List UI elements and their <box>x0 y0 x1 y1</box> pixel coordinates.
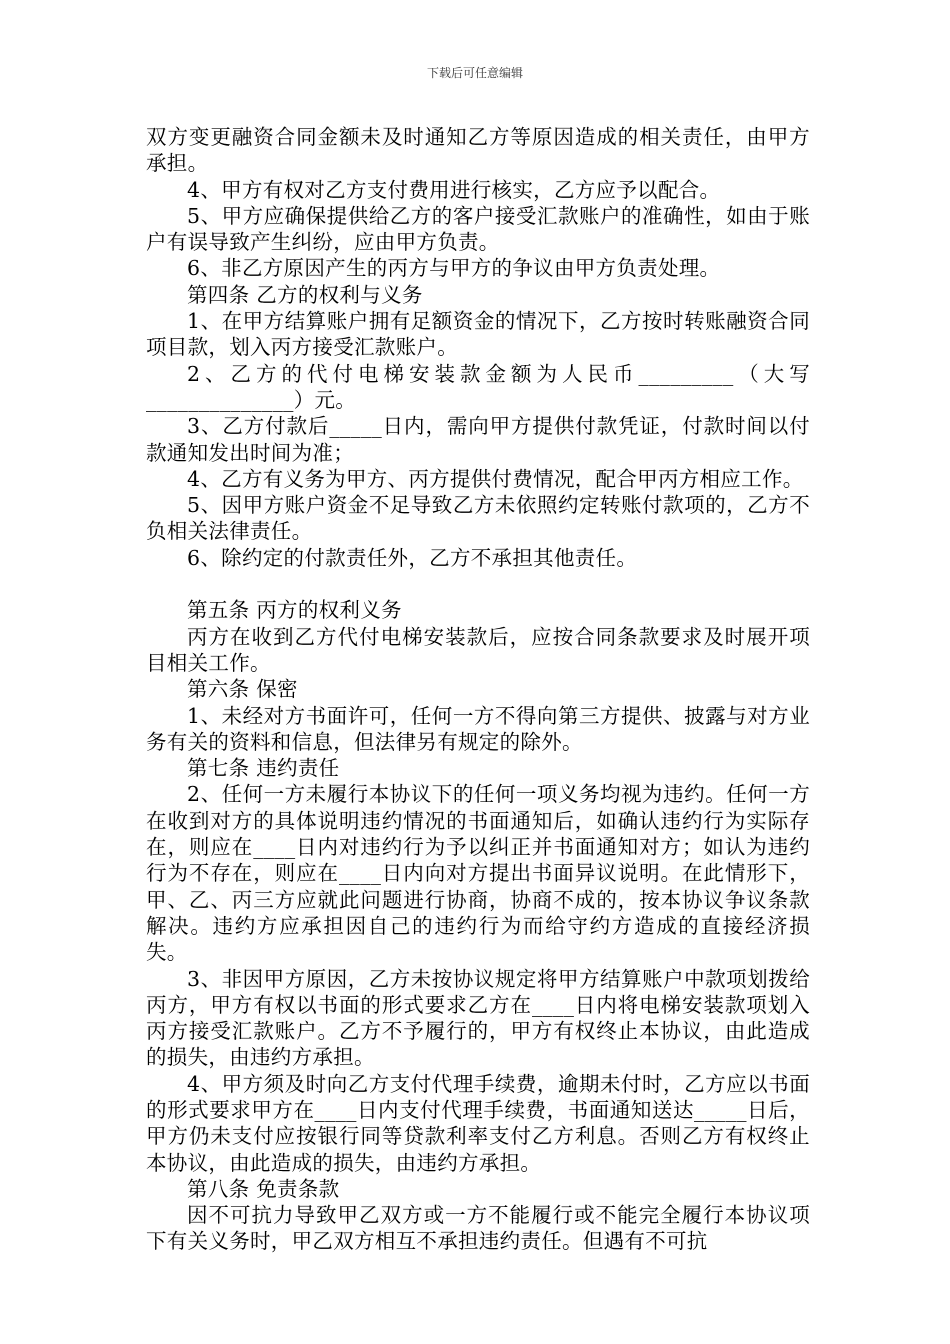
paragraph: 5、因甲方账户资金不足导致乙方未依照约定转账付款项的，乙方不负相关法律责任。 <box>146 493 810 544</box>
paragraph: 第五条 丙方的权利义务 <box>187 598 402 623</box>
paragraph: 2、乙方的代付电梯安装款金额为人民币_________（大写______________）元。 <box>146 361 810 412</box>
paragraph: 4、乙方有义务为甲方、丙方提供付费情况，配合甲丙方相应工作。 <box>187 466 804 491</box>
paragraph: 双方变更融资合同金额未及时通知乙方等原因造成的相关责任，由甲方承担。 <box>146 125 810 176</box>
paragraph: 第八条 免责条款 <box>187 1176 340 1201</box>
page-header: 下载后可任意编辑 <box>426 66 523 80</box>
paragraph: 6、除约定的付款责任外，乙方不承担其他责任。 <box>187 545 638 570</box>
paragraph: 丙方在收到乙方代付电梯安装款后，应按合同条款要求及时展开项目相关工作。 <box>146 624 810 675</box>
paragraph: 1、在甲方结算账户拥有足额资金的情况下，乙方按时转账融资合同项目款，划入丙方接受汇款账户。 <box>146 309 810 360</box>
document-body <box>146 124 810 1255</box>
paragraph: 4、甲方须及时向乙方支付代理手续费，逾期未付时，乙方应以书面的形式要求甲方在____日内支付代理手续费，书面通知送达_____日后，甲方仍未支付应按银行同等贷款利率支付乙方利息。否则乙方有权终止本协议，由此造成的损失，由违约方承担。 <box>146 1071 810 1175</box>
blank-line <box>146 571 810 597</box>
paragraph: 3、非因甲方原因，乙方未按协议规定将甲方结算账户中款项划拨给丙方，甲方有权以书面的形式要求乙方在____日内将电梯安装款项划入丙方接受汇款账户。乙方不予履行的，甲方有权终止本协议，由此造成的损失，由违约方承担。 <box>146 966 810 1070</box>
paragraph: 6、非乙方原因产生的丙方与甲方的争议由甲方负责处理。 <box>187 256 721 281</box>
paragraph: 因不可抗力导致甲乙双方或一方不能履行或不能完全履行本协议项下有关义务时，甲乙双方相互不承担违约责任。但遇有不可抗 <box>146 1203 810 1254</box>
paragraph: 5、甲方应确保提供给乙方的客户接受汇款账户的准确性，如由于账户有误导致产生纠纷，应由甲方负责。 <box>146 203 810 255</box>
paragraph: 3、乙方付款后_____日内，需向甲方提供付款凭证，付款时间以付款通知发出时间为准； <box>146 414 810 465</box>
paragraph: 第四条 乙方的权利与义务 <box>187 282 423 307</box>
paragraph: 2、任何一方未履行本协议下的任何一项义务均视为违约。任何一方在收到对方的具体说明违约情况的书面通知后，如确认违约行为实际存在，则应在____日内对违约行为予以纠正并书面通知对方；如认为违约行为不存在，则应在____日内向对方提出书面异议说明。在此情形下，甲、乙、丙三方应就此问题进行协商，协商不成的，按本协议争议条款解决。违约方应承担因自己的违约行为而给守约方造成的直接经济损失。 <box>146 782 810 965</box>
paragraph: 第六条 保密 <box>187 677 298 702</box>
paragraph: 4、甲方有权对乙方支付费用进行核实，乙方应予以配合。 <box>187 177 721 202</box>
paragraph: 1、未经对方书面许可，任何一方不得向第三方提供、披露与对方业务有关的资料和信息，但法律另有规定的除外。 <box>146 703 810 754</box>
paragraph: 第七条 违约责任 <box>187 756 340 781</box>
